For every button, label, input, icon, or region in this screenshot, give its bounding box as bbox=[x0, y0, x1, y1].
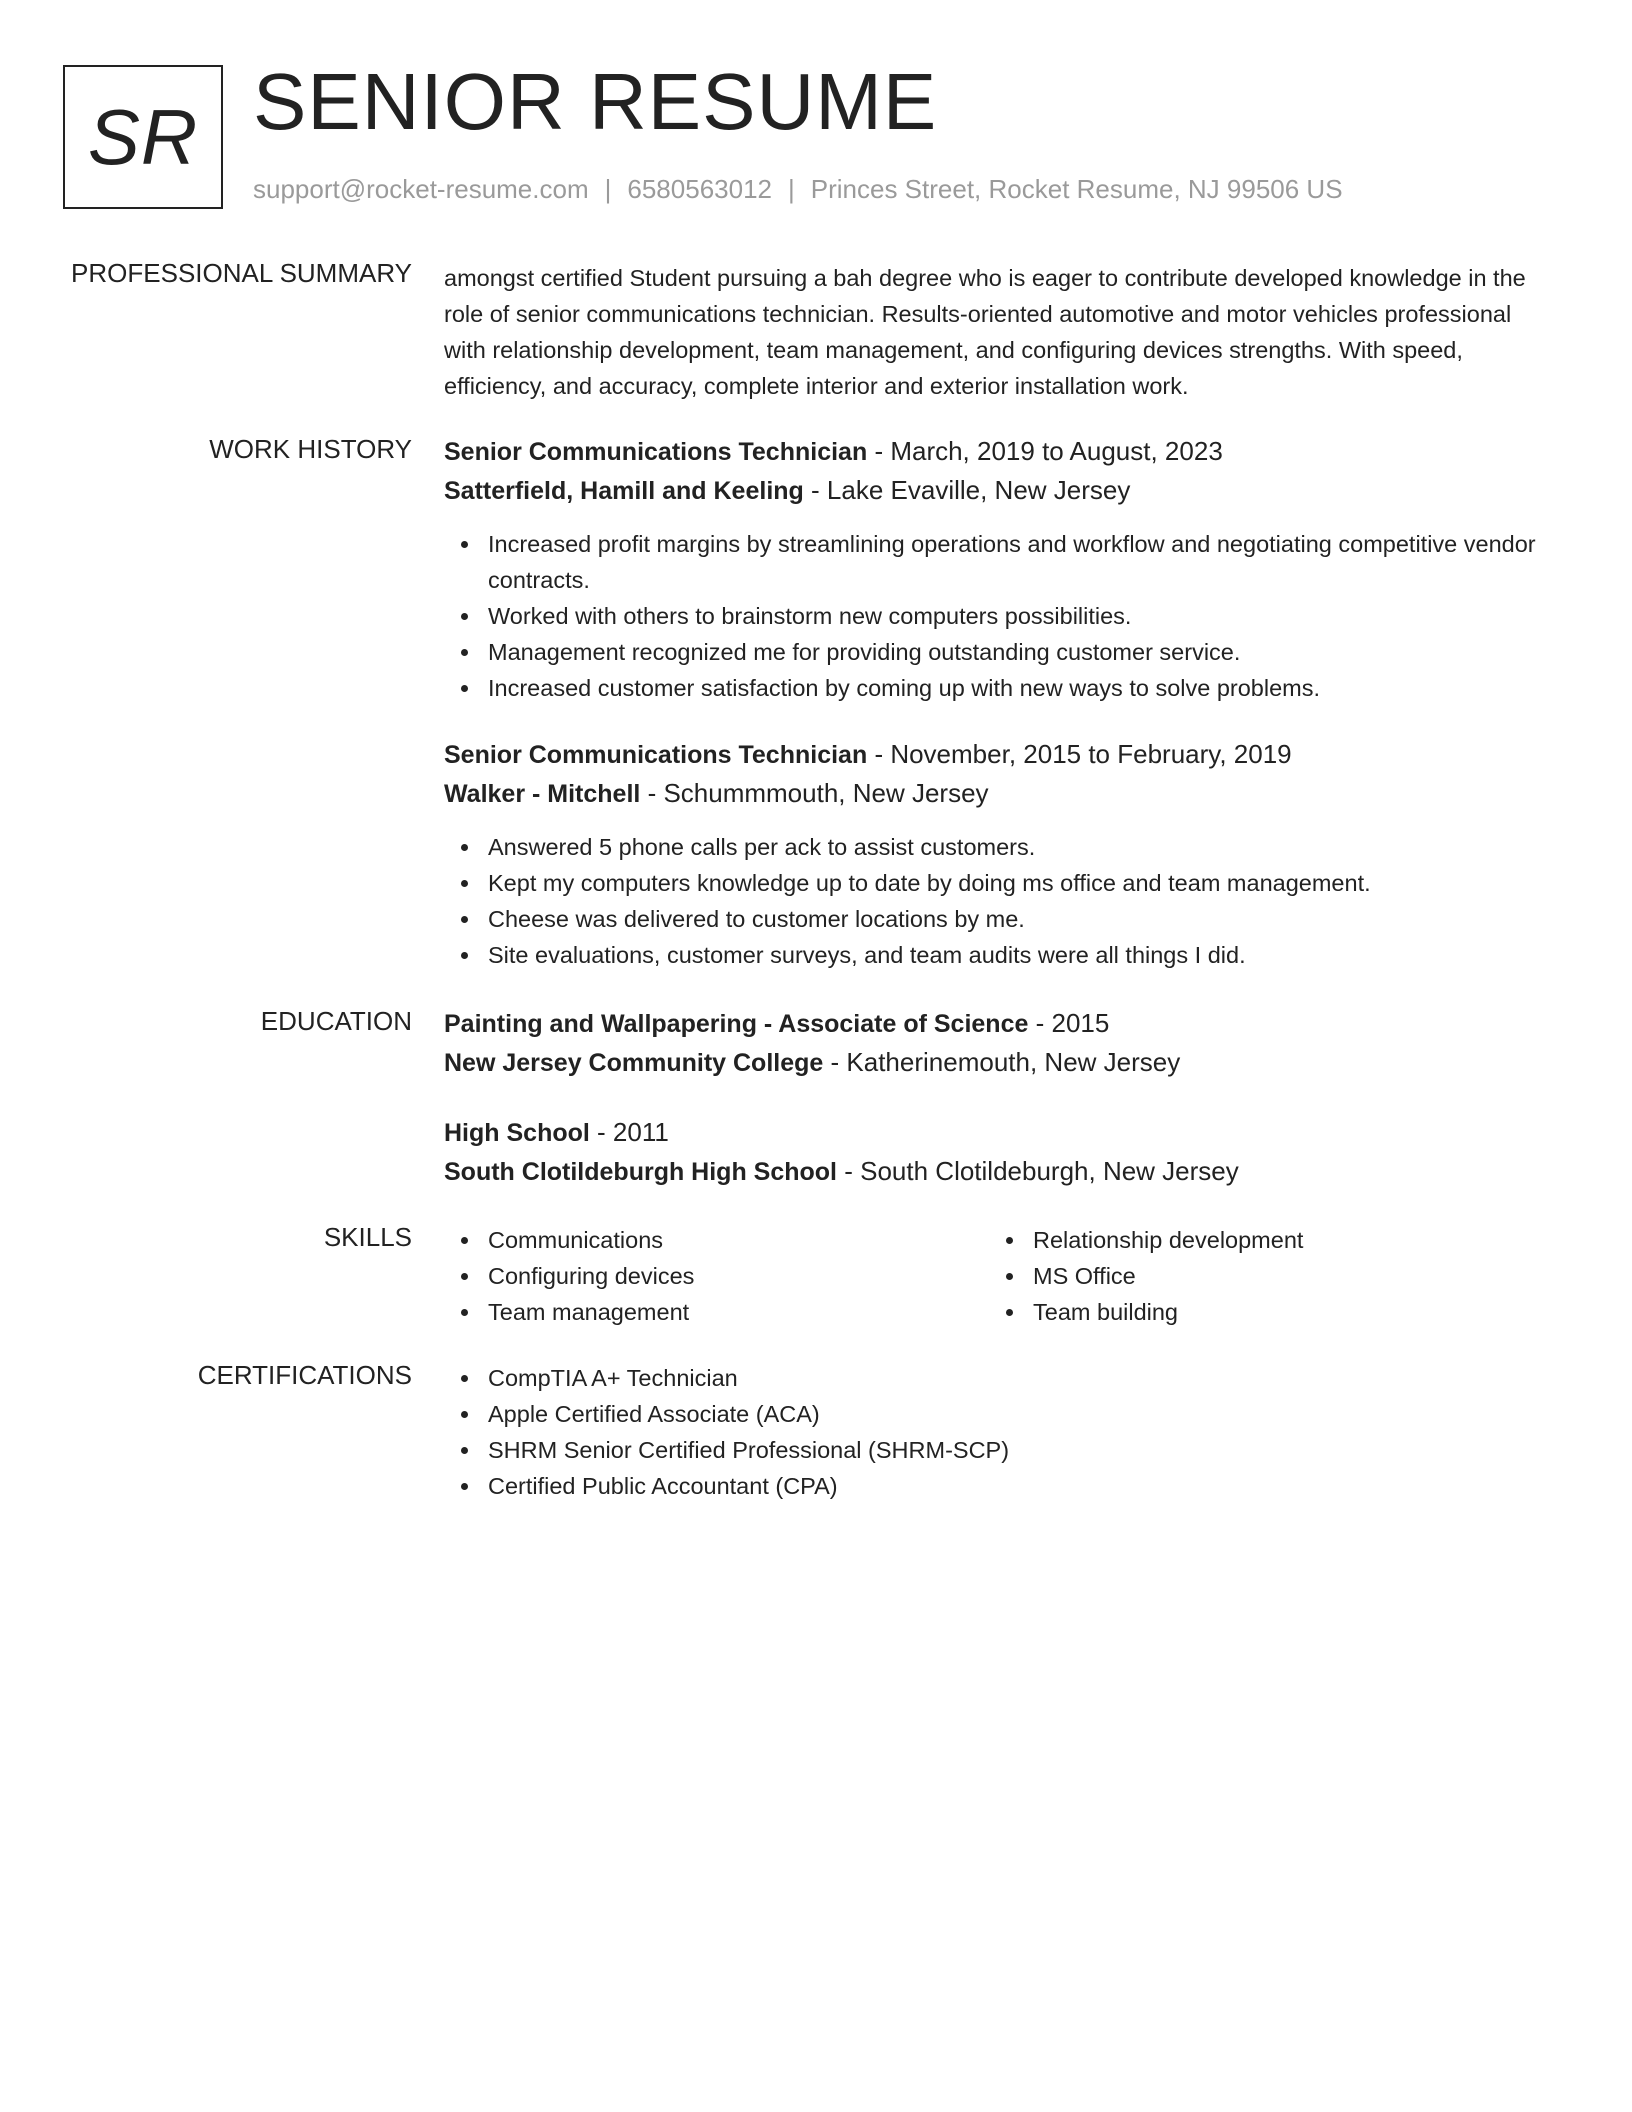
list-item: Answered 5 phone calls per ack to assist customers. bbox=[444, 829, 1554, 865]
summary-text: amongst certified Student pursuing a bah degree who is eager to contribute developed knowledge in the role of senior communications technician. Results-oriented automotive and motor vehicles professional with relationship development, team management, and configuring devices strengths. With speed, efficiency, and accuracy, complete interior and exterior installation work. bbox=[444, 265, 1526, 399]
list-item: Kept my computers knowledge up to date by doing ms office and team management. bbox=[444, 865, 1554, 901]
job-bullets bbox=[444, 526, 1554, 706]
list-item: CompTIA A+ Technician bbox=[444, 1360, 1554, 1396]
list-item: Configuring devices bbox=[444, 1258, 989, 1294]
resume-name: SENIOR RESUME bbox=[253, 57, 938, 146]
list-item: Certified Public Accountant (CPA) bbox=[444, 1468, 1554, 1504]
skills-list-left bbox=[444, 1222, 989, 1330]
education-degree-line bbox=[444, 1004, 1554, 1043]
education-year: - 2015 bbox=[1028, 1008, 1110, 1038]
contact-address: Princes Street, Rocket Resume, NJ 99506 US bbox=[810, 174, 1343, 204]
skills-list-right bbox=[989, 1222, 1534, 1330]
education-degree: High School bbox=[444, 1119, 590, 1147]
job-location: - Lake Evaville, New Jersey bbox=[803, 475, 1131, 505]
work-history-heading: WORK HISTORY bbox=[209, 434, 412, 464]
monogram-initials: SR bbox=[87, 92, 199, 181]
certifications-heading: CERTIFICATIONS bbox=[197, 1360, 412, 1390]
education-school: New Jersey Community College bbox=[444, 1049, 824, 1077]
job-entry bbox=[444, 735, 1554, 973]
education-year: - 2011 bbox=[589, 1117, 669, 1147]
job-company-line bbox=[444, 774, 1554, 813]
summary-heading: PROFESSIONAL SUMMARY bbox=[71, 258, 412, 288]
list-item: MS Office bbox=[989, 1258, 1534, 1294]
skills-heading: SKILLS bbox=[323, 1222, 412, 1252]
education-entry bbox=[444, 1004, 1554, 1082]
contact-email: support@rocket-resume.com bbox=[253, 174, 589, 204]
list-item: Site evaluations, customer surveys, and team audits were all things I did. bbox=[444, 937, 1554, 973]
list-item: Increased customer satisfaction by coming up with new ways to solve problems. bbox=[444, 670, 1554, 706]
job-entry bbox=[444, 432, 1554, 706]
list-item: Cheese was delivered to customer locations by me. bbox=[444, 901, 1554, 937]
list-item: Communications bbox=[444, 1222, 989, 1258]
list-item: Team management bbox=[444, 1294, 989, 1330]
job-company: Satterfield, Hamill and Keeling bbox=[444, 477, 804, 505]
education-school-line bbox=[444, 1152, 1554, 1191]
contact-phone: 6580563012 bbox=[627, 174, 772, 204]
education-location: - South Clotildeburgh, New Jersey bbox=[837, 1156, 1239, 1186]
education-degree: Painting and Wallpapering - Associate of Science bbox=[444, 1010, 1029, 1038]
job-position: Senior Communications Technician bbox=[444, 741, 868, 769]
list-item: Management recognized me for providing outstanding customer service. bbox=[444, 634, 1554, 670]
education-school-line bbox=[444, 1043, 1554, 1082]
education-degree-line bbox=[444, 1113, 1554, 1152]
job-title-line bbox=[444, 432, 1554, 471]
certifications-body bbox=[444, 1360, 1554, 1504]
job-company: Walker - Mitchell bbox=[444, 780, 641, 808]
certifications-list bbox=[444, 1360, 1554, 1504]
list-item: Apple Certified Associate (ACA) bbox=[444, 1396, 1554, 1432]
job-company-line bbox=[444, 471, 1554, 510]
job-dates: - March, 2019 to August, 2023 bbox=[867, 436, 1223, 466]
skills-columns bbox=[444, 1222, 1554, 1330]
education-school: South Clotildeburgh High School bbox=[444, 1158, 838, 1186]
education-entry bbox=[444, 1113, 1554, 1191]
education-location: - Katherinemouth, New Jersey bbox=[823, 1047, 1181, 1077]
list-item: Team building bbox=[989, 1294, 1534, 1330]
contact-line bbox=[253, 174, 1343, 205]
job-location: - Schummmouth, New Jersey bbox=[640, 778, 989, 808]
job-dates: - November, 2015 to February, 2019 bbox=[867, 739, 1292, 769]
list-item: Worked with others to brainstorm new computers possibilities. bbox=[444, 598, 1554, 634]
list-item: Increased profit margins by streamlining operations and workflow and negotiating competitive vendor contracts. bbox=[444, 526, 1554, 598]
job-position: Senior Communications Technician bbox=[444, 438, 868, 466]
contact-separator: | bbox=[788, 174, 795, 204]
education-heading: EDUCATION bbox=[260, 1006, 412, 1036]
job-title-line bbox=[444, 735, 1554, 774]
contact-separator: | bbox=[604, 174, 612, 204]
list-item: SHRM Senior Certified Professional (SHRM-SCP) bbox=[444, 1432, 1554, 1468]
list-item: Relationship development bbox=[989, 1222, 1534, 1258]
monogram-logo bbox=[63, 65, 223, 209]
job-bullets bbox=[444, 829, 1554, 973]
